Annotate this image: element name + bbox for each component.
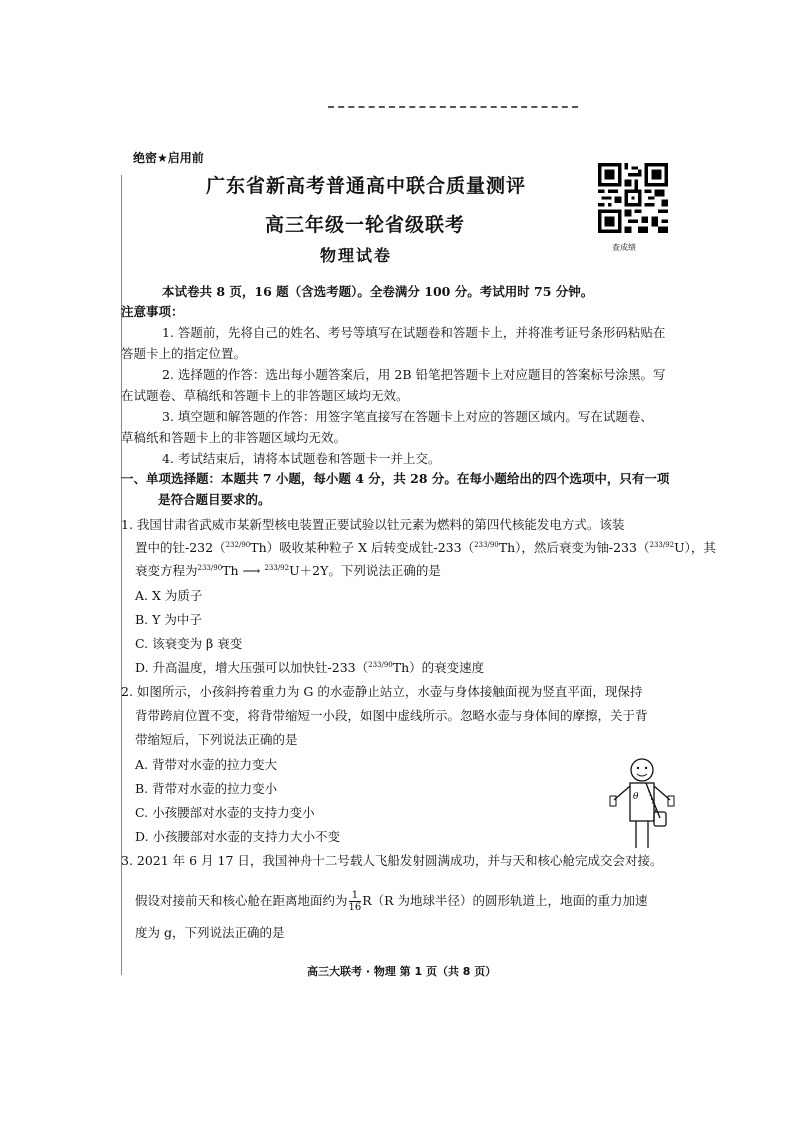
q2-option-b[interactable]: B. 背带对水壶的拉力变小 [135,781,278,796]
q1-stem-line-3: 衰变方程为$^{233/90}$Th ⟶ $^{233/92}$U＋2Y。下列说法正确的是 [135,563,441,578]
notes-heading: 注意事项： [121,304,184,319]
note-3-line-1: 3. 填空题和解答题的作答：用签字笔直接写在答题卡上对应的答题区域内。写在试题卷、 [162,409,653,424]
q1-option-d[interactable]: D. 升高温度，增大压强可以加快钍-233（$^{233/90}$Th）的衰变速度 [135,660,485,675]
q1-option-c[interactable]: C. 该衰变为 β 衰变 [135,636,243,651]
child-with-kettle-figure [608,756,680,852]
q3-stem-line-1: 3. 2021 年 6 月 17 日，我国神舟十二号载人飞船发射圆满成功，并与天和核心舱完成交会对接。 [121,853,663,868]
exam-subtitle: 高三年级一轮省级联考 [265,214,466,236]
note-1-line-1: 1. 答题前，先将自己的姓名、考号等填写在试题卷和答题卡上，并将准考证号条形码粘贴在 [162,325,666,340]
note-4: 4. 考试结束后，请将本试题卷和答题卡一并上交。 [162,451,441,466]
note-2-line-1: 2. 选择题的作答：选出每小题答案后，用 2B 铅笔把答题卡上对应题目的答案标号涂黑。写 [162,367,666,382]
subject-title: 物理试卷 [320,246,393,265]
angle-label: θ [633,792,639,802]
page-footer: 高三大联考 · 物理 第 1 页（共 8 页） [307,965,497,978]
exam-intro: 本试卷共 8 页，16 题（含选考题）。全卷满分 100 分。考试用时 75 分钟。 [162,284,594,299]
q3-stem-line-3: 度为 g，下列说法正确的是 [135,925,285,940]
q2-option-d[interactable]: D. 小孩腰部对水壶的支持力大小不变 [135,829,341,844]
exam-title: 广东省新高考普通高中联合质量测评 [206,175,527,197]
q2-stem-line-1: 2. 如图所示，小孩斜挎着重力为 G 的水壶静止站立，水壶与身体接触面视为竖直平面，现保持 [121,684,643,699]
secret-label: 绝密★启用前 [133,151,204,165]
qr-code-icon[interactable] [598,163,668,233]
section-1-heading-cont: 是符合题目要求的。 [158,492,271,507]
q1-stem-line-1: 1. 我国甘肃省武威市某新型核电装置正要试验以钍元素为燃料的第四代核能发电方式。该装 [121,517,625,532]
q2-option-a[interactable]: A. 背带对水壶的拉力变大 [135,757,277,772]
section-1-heading: 一、单项选择题：本题共 7 小题，每小题 4 分，共 28 分。在每小题给出的四个选项中，只有一项 [121,471,670,486]
q1-stem-line-2: 置中的钍-232（$^{232/90}$Th）吸收某种粒子 X 后转变成钍-233（$^{233/90}$Th），然后衰变为铀-233（$^{233/92}$U），其 [135,540,716,555]
q3-stem-line-2: 假设对接前天和核心舱在距离地面约为 $\frac{1}{16}$ R（R 为地球半径）的圆形轨道上，地面的重力加速 [135,890,648,913]
q2-option-c[interactable]: C. 小孩腰部对水壶的支持力变小 [135,805,315,820]
scan-dashed-line [328,106,578,108]
note-3-line-2: 草稿纸和答题卡上的非答题区域均无效。 [121,430,347,445]
q1-option-a[interactable]: A. X 为质子 [135,588,203,603]
qr-caption: 查成绩 [612,243,636,252]
q2-stem-line-3: 带缩短后，下列说法正确的是 [135,732,298,747]
q2-stem-line-2: 背带跨肩位置不变，将背带缩短一小段，如图中虚线所示。忽略水壶与身体间的摩擦，关于背 [135,708,648,723]
q1-option-b[interactable]: B. Y 为中子 [135,612,202,627]
fraction: $\frac{1}{16}$ [348,890,362,913]
note-2-line-2: 在试题卷、草稿纸和答题卡上的非答题区域均无效。 [121,388,409,403]
note-1-line-2: 答题卡上的指定位置。 [121,346,247,361]
